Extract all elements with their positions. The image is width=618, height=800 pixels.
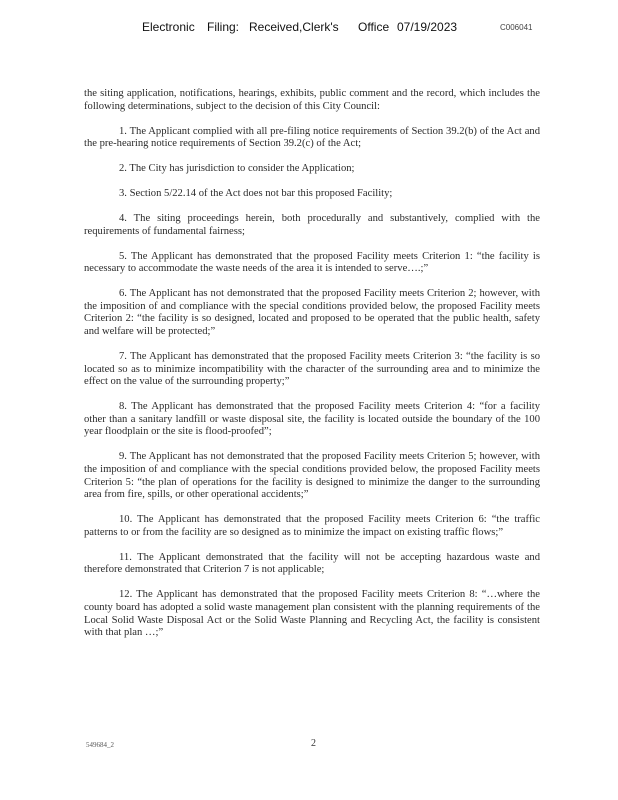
paragraph-1: 1. The Applicant complied with all pre-filing notice requirements of Section 39.2(b) of the Act and the pre-hearing notice requirements of Section 39.2(c) of the Act; — [84, 125, 540, 150]
header-received-clerks: Received,Clerk's — [249, 20, 339, 34]
paragraph-12: 12. The Applicant has demonstrated that the proposed Facility meets Criterion 8: “…where the county board has adopted a solid waste management plan consistent with the planning requirements of the Local Solid Waste Disposal Act or the Solid Waste Planning and Recycling Act, the facility is consistent with that plan …;” — [84, 589, 540, 639]
paragraph-11: 11. The Applicant demonstrated that the facility will not be accepting hazardous waste and therefore demonstrated that Criterion 7 is not applicable; — [84, 551, 540, 576]
header-electronic: Electronic — [142, 20, 195, 34]
page-footer — [0, 738, 618, 752]
paragraph-7: 7. The Applicant has demonstrated that the proposed Facility meets Criterion 3: “the facility is so located so as to minimize incompatibility with the character of the surrounding area and to minimize the effect on the value of the surrounding property;” — [84, 351, 540, 388]
paragraph-10: 10. The Applicant has demonstrated that the proposed Facility meets Criterion 6: “the traffic patterns to or from the facility are so designed as to minimize the impact on existing traffic flows;” — [84, 514, 540, 538]
footer-doc-code: 549684_2 — [86, 741, 114, 749]
document-body — [84, 88, 540, 652]
filing-stamp-header — [0, 20, 618, 36]
paragraph-intro: the siting application, notifications, hearings, exhibits, public comment and the record, which includes the following determinations, subject to the decision of this City Council: — [84, 88, 540, 112]
paragraph-9: 9. The Applicant has not demonstrated that the proposed Facility meets Criterion 5; however, with the imposition of and compliance with the special conditions provided below, the proposed Facility meets Criterion 5: “the plan of operations for the facility is designed to minimize the danger to the surrounding area from fire, spills, or other operational accidents;” — [84, 451, 540, 501]
paragraph-5: 5. The Applicant has demonstrated that the proposed Facility meets Criterion 1: “the facility is necessary to accommodate the waste needs of the area it is intended to serve….;” — [84, 250, 540, 275]
header-office: Office — [358, 20, 390, 34]
paragraph-4: 4. The siting proceedings herein, both procedurally and substantively, complied with the requirements of fundamental fairness; — [84, 213, 540, 237]
header-filing: Filing: — [207, 20, 240, 34]
paragraph-2: 2. The City has jurisdiction to consider the Application; — [119, 163, 355, 175]
paragraph-6: 6. The Applicant has not demonstrated that the proposed Facility meets Criterion 2; however, with the imposition of and compliance with the special conditions provided below, the proposed Facility meets Criterion 2: “the facility is so designed, located and proposed to be operated that the public health, safety and welfare will be protected;” — [84, 288, 540, 338]
paragraph-8: 8. The Applicant has demonstrated that the proposed Facility meets Criterion 4: “for a facility other than a sanitary landfill or waste disposal site, the facility is located outside the boundary of the 100 year floodplain or the site is flood-proofed”; — [84, 401, 540, 438]
header-doc-id: C006041 — [500, 23, 533, 32]
paragraph-3: 3. Section 5/22.14 of the Act does not bar this proposed Facility; — [119, 188, 393, 200]
header-date: 07/19/2023 — [397, 20, 458, 34]
page-number: 2 — [311, 738, 316, 749]
